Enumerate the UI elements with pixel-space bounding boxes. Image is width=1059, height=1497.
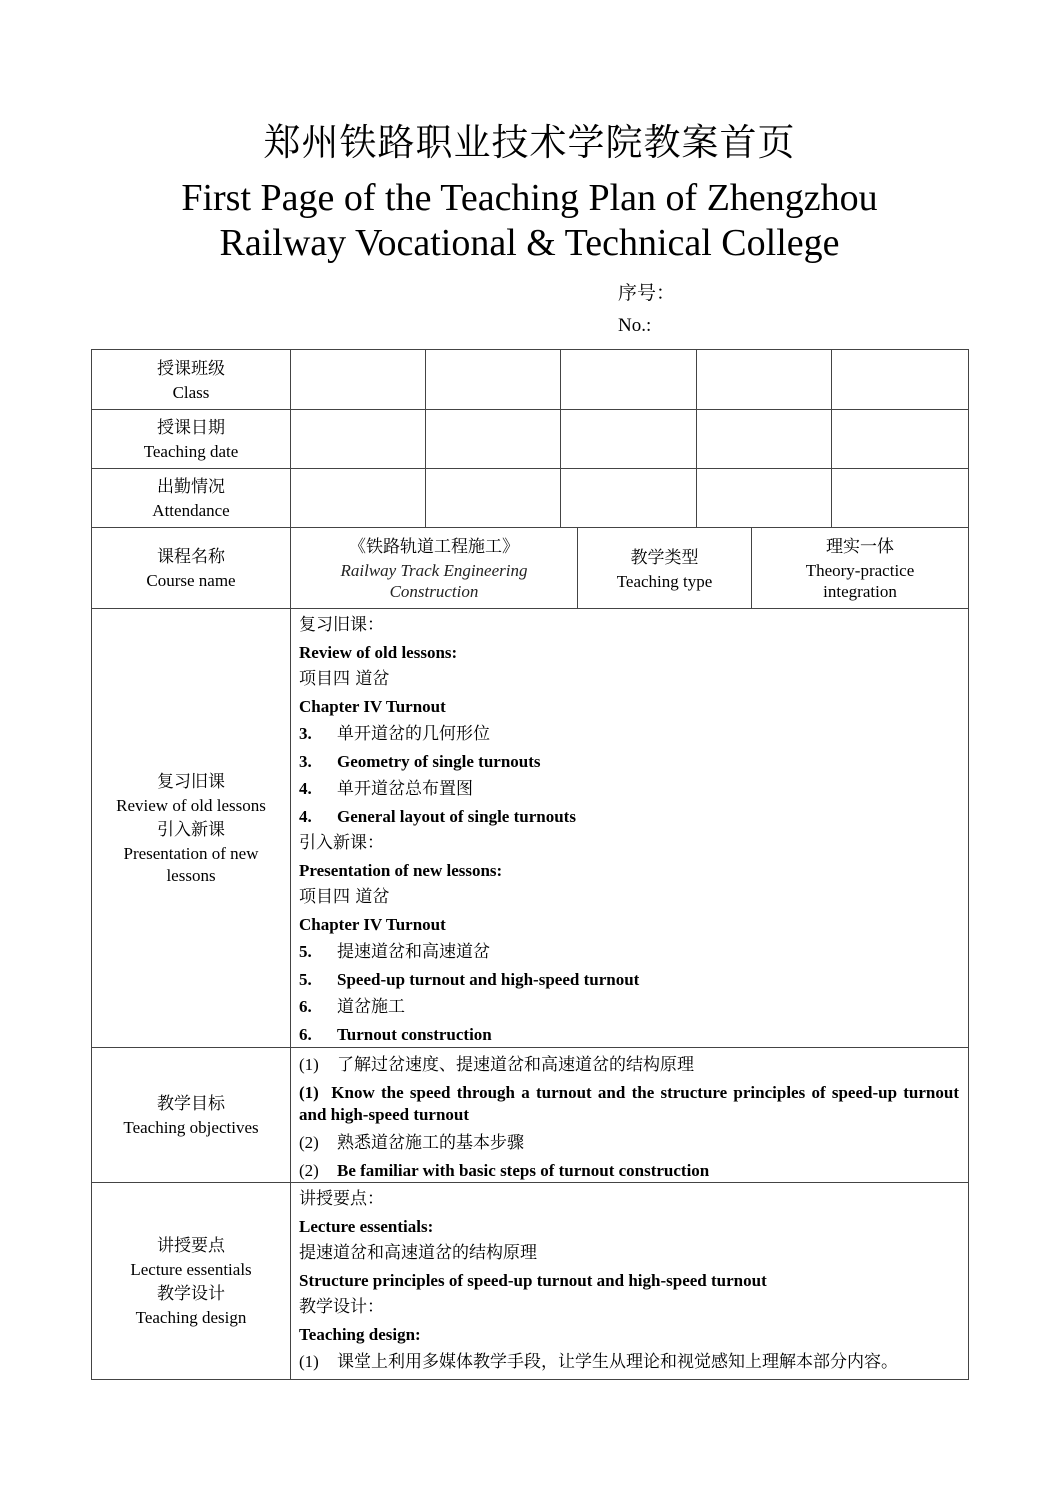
review-line-text: 项目四 道岔 <box>299 669 390 689</box>
design-heading-en: Teaching design: <box>299 1325 421 1344</box>
course-name-label-en: Course name <box>146 571 236 590</box>
course-name-label <box>92 528 290 608</box>
design-point-number: (1) <box>299 1352 319 1371</box>
date-cell[interactable] <box>832 410 968 468</box>
review-line-number: 4. <box>299 807 312 826</box>
objective-text-en: Know the speed through a turnout and the structure principles of speed-up turnout and high-speed turnout <box>299 1083 959 1124</box>
review-line <box>299 830 959 857</box>
objective-line <box>299 1079 959 1129</box>
lecture-point-en: Structure principles of speed-up turnout and high-speed turnout <box>299 1271 767 1290</box>
lecture-essentials-label-en: Lecture essentials <box>130 1260 252 1279</box>
review-line <box>299 666 959 693</box>
lecture-design-label <box>92 1183 290 1379</box>
review-presentation-label <box>92 609 290 1047</box>
review-line-number: 4. <box>299 779 312 798</box>
lecture-design-content <box>299 1186 959 1376</box>
teaching-date-label-cn: 授课日期 <box>157 418 225 438</box>
teaching-objectives-content <box>299 1051 959 1184</box>
review-line-text: 单开道岔总布置图 <box>337 779 473 799</box>
page-title-english-line2: Railway Vocational & Technical College <box>219 222 840 264</box>
objective-text-cn: 了解过岔速度、提速道岔和高速道岔的结构原理 <box>337 1055 694 1075</box>
class-label <box>92 350 290 409</box>
attendance-label-en: Attendance <box>152 501 230 520</box>
teaching-type-en-line1: Theory-practice <box>805 561 915 580</box>
review-line-number: 6. <box>299 997 312 1016</box>
review-line <box>299 911 959 938</box>
objective-line <box>299 1051 959 1079</box>
presentation-label-en-line1: Presentation of new <box>123 844 259 863</box>
review-line <box>299 693 959 720</box>
review-line-text: 道岔施工 <box>337 997 405 1017</box>
review-line <box>299 775 959 803</box>
review-line-text: 引入新课： <box>299 833 384 853</box>
teaching-design-label-cn: 教学设计 <box>157 1284 225 1304</box>
review-line <box>299 748 959 775</box>
review-line-text: 提速道岔和高速道岔 <box>337 942 490 962</box>
objective-number: (1) <box>299 1083 319 1102</box>
objective-line <box>299 1157 959 1184</box>
attendance-cell[interactable] <box>291 469 425 527</box>
objective-line <box>299 1129 959 1157</box>
course-name-value <box>291 528 577 608</box>
attendance-cell[interactable] <box>561 469 696 527</box>
teaching-objectives-label-en: Teaching objectives <box>123 1118 259 1137</box>
teaching-objectives-label <box>92 1048 290 1182</box>
review-line <box>299 884 959 911</box>
class-label-cn: 授课班级 <box>157 358 225 379</box>
serial-number-label-cn: 序号： <box>618 282 676 304</box>
objective-number: (1) <box>299 1055 319 1074</box>
review-line-text: Review of old lessons: <box>299 643 458 662</box>
objective-text-cn: 熟悉道岔施工的基本步骤 <box>337 1133 524 1153</box>
lecture-essentials-label-cn: 讲授要点 <box>157 1236 225 1256</box>
review-line <box>299 612 959 639</box>
attendance-cell[interactable] <box>426 469 560 527</box>
review-line <box>299 857 959 884</box>
review-line-text: 项目四 道岔 <box>299 887 390 907</box>
attendance-cell[interactable] <box>697 469 831 527</box>
lecture-point-cn: 提速道岔和高速道岔的结构原理 <box>299 1243 537 1263</box>
teaching-type-label <box>578 528 751 608</box>
date-cell[interactable] <box>291 410 425 468</box>
review-line <box>299 720 959 748</box>
review-line-text: Chapter IV Turnout <box>299 697 446 716</box>
review-line-text: 单开道岔的几何形位 <box>337 724 490 744</box>
course-name-cn: 《铁路轨道工程施工》 <box>349 537 519 557</box>
course-name-en-line2: Construction <box>389 582 479 601</box>
page-title-chinese: 郑州铁路职业技术学院教案首页 <box>263 121 796 164</box>
presentation-label-en-line2: lessons <box>166 866 216 885</box>
teaching-type-label-cn: 教学类型 <box>630 547 699 568</box>
review-line <box>299 993 959 1021</box>
class-cell[interactable] <box>697 350 831 409</box>
presentation-label-cn: 引入新课 <box>157 820 225 840</box>
attendance-label <box>92 469 290 527</box>
review-line-number: 3. <box>299 752 312 771</box>
review-line-text: Speed-up turnout and high-speed turnout <box>337 970 640 989</box>
review-line-number: 3. <box>299 724 312 743</box>
attendance-cell[interactable] <box>832 469 968 527</box>
serial-number-label-en: No.: <box>618 315 652 336</box>
teaching-type-value <box>752 528 968 608</box>
review-line-number: 5. <box>299 942 312 961</box>
class-cell[interactable] <box>561 350 696 409</box>
review-line-text: Chapter IV Turnout <box>299 915 446 934</box>
page-title-english-line1: First Page of the Teaching Plan of Zhengzhou <box>181 177 878 219</box>
teaching-type-label-en: Teaching type <box>616 571 713 591</box>
design-heading-cn: 教学设计： <box>299 1297 384 1317</box>
teaching-date-label <box>92 410 290 468</box>
date-cell[interactable] <box>426 410 560 468</box>
review-line <box>299 938 959 966</box>
review-line-text: Presentation of new lessons: <box>299 861 503 880</box>
objective-text-en: Be familiar with basic steps of turnout construction <box>337 1161 710 1180</box>
page-title-english <box>0 176 1059 266</box>
class-cell[interactable] <box>426 350 560 409</box>
course-name-label-cn: 课程名称 <box>157 547 225 567</box>
review-line-number: 6. <box>299 1025 312 1044</box>
review-line-number: 5. <box>299 970 312 989</box>
review-line-text: Geometry of single turnouts <box>337 752 541 771</box>
lecture-heading-en: Lecture essentials: <box>299 1217 434 1236</box>
review-line <box>299 1021 959 1048</box>
teaching-type-cn: 理实一体 <box>826 537 894 557</box>
teaching-design-label-en: Teaching design <box>135 1308 247 1327</box>
design-point-cn <box>299 1348 959 1376</box>
teaching-date-label-en: Teaching date <box>143 442 239 461</box>
teaching-objectives-label-cn: 教学目标 <box>157 1094 225 1114</box>
design-point-text: 课堂上利用多媒体教学手段，让学生从理论和视觉感知上理解本部分内容。 <box>337 1352 898 1372</box>
class-label-en: Class <box>172 382 210 402</box>
review-label-cn: 复习旧课 <box>157 772 225 792</box>
review-label-en: Review of old lessons <box>116 796 266 815</box>
review-line <box>299 966 959 993</box>
attendance-label-cn: 出勤情况 <box>157 477 225 497</box>
review-line-text: General layout of single turnouts <box>337 807 576 826</box>
objective-number: (2) <box>299 1133 319 1152</box>
course-name-en-line1: Railway Track Engineering <box>340 561 528 580</box>
class-cell[interactable] <box>291 350 425 409</box>
class-cell[interactable] <box>832 350 968 409</box>
review-line <box>299 803 959 830</box>
review-line-text: 复习旧课： <box>299 615 384 635</box>
lecture-heading-cn: 讲授要点： <box>299 1189 384 1209</box>
review-presentation-content <box>299 612 959 1048</box>
date-cell[interactable] <box>561 410 696 468</box>
objective-number: (2) <box>299 1161 319 1180</box>
review-line-text: Turnout construction <box>337 1025 492 1044</box>
teaching-type-en-line2: integration <box>823 582 897 601</box>
date-cell[interactable] <box>697 410 831 468</box>
review-line <box>299 639 959 666</box>
